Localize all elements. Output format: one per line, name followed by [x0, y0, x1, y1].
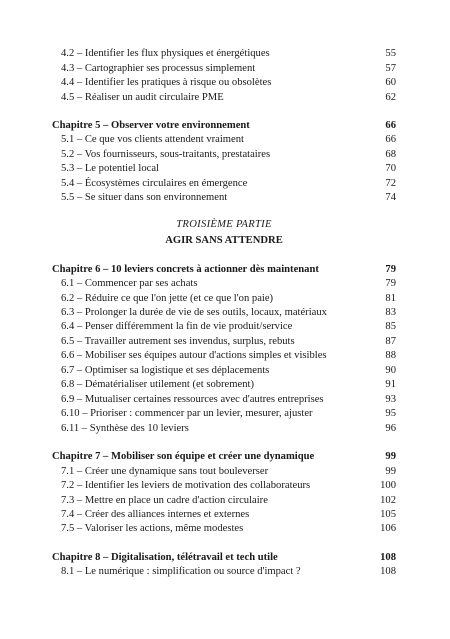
toc-entry — [52, 565, 396, 579]
entry-page: 87 — [385, 335, 396, 347]
toc-entry — [52, 393, 396, 407]
toc-entry — [52, 76, 396, 90]
entry-label: 6.11 – Synthèse des 10 leviers — [61, 422, 189, 434]
entry-page: 93 — [385, 393, 396, 405]
toc-entry — [52, 148, 396, 162]
toc-entry — [52, 162, 396, 176]
toc-entry — [52, 191, 396, 205]
toc-entry — [52, 47, 396, 61]
entry-label: 5.5 – Se situer dans son environnement — [61, 191, 228, 203]
toc-entry — [52, 62, 396, 76]
toc-entry — [52, 407, 396, 421]
toc-chapter — [52, 263, 396, 277]
entry-label: 6.9 – Mutualiser certaines ressources avec d'autres entreprises — [61, 393, 324, 405]
toc-entry — [52, 292, 396, 306]
toc-entry — [52, 133, 396, 147]
entry-page: 74 — [385, 191, 396, 203]
entry-page: 83 — [385, 306, 396, 318]
chapter-page: 66 — [385, 119, 396, 131]
entry-label: 6.6 – Mobiliser ses équipes autour d'actions simples et visibles — [61, 349, 327, 361]
entry-page: 72 — [385, 177, 396, 189]
entry-page: 96 — [385, 422, 396, 434]
entry-page: 68 — [385, 148, 396, 160]
toc-entry — [52, 306, 396, 320]
toc-entry — [52, 349, 396, 363]
toc-entry — [52, 479, 396, 493]
entry-page: 57 — [385, 62, 396, 74]
entry-page: 81 — [385, 292, 396, 304]
entry-label: 6.10 – Prioriser : commencer par un levier, mesurer, ajuster — [61, 407, 313, 419]
entry-label: 7.3 – Mettre en place un cadre d'action circulaire — [61, 494, 268, 506]
toc-entry — [52, 378, 396, 392]
entry-label: 4.2 – Identifier les flux physiques et énergétiques — [61, 47, 270, 59]
toc-entry — [52, 91, 396, 105]
chapter-label: Chapitre 8 – Digitalisation, télétravail et tech utile — [52, 551, 278, 563]
entry-page: 55 — [385, 47, 396, 59]
toc-entry — [52, 422, 396, 436]
entry-page: 106 — [380, 522, 396, 534]
entry-page: 85 — [385, 320, 396, 332]
entry-label: 5.1 – Ce que vos clients attendent vraiment — [61, 133, 244, 145]
entry-page: 91 — [385, 378, 396, 390]
entry-page: 99 — [385, 465, 396, 477]
entry-label: 8.1 – Le numérique : simplification ou source d'impact ? — [61, 565, 301, 577]
entry-page: 88 — [385, 349, 396, 361]
entry-page: 62 — [385, 91, 396, 103]
entry-label: 5.4 – Écosystèmes circulaires en émergence — [61, 177, 248, 189]
toc-entry — [52, 494, 396, 508]
entry-page: 90 — [385, 364, 396, 376]
entry-label: 5.2 – Vos fournisseurs, sous-traitants, prestataires — [61, 148, 271, 160]
chapter-label: Chapitre 7 – Mobiliser son équipe et créer une dynamique — [52, 450, 315, 462]
toc-entry — [52, 522, 396, 536]
part-title: AGIR SANS ATTENDRE — [165, 235, 283, 246]
entry-label: 6.1 – Commencer par ses achats — [61, 277, 198, 289]
chapter-label: Chapitre 6 – 10 leviers concrets à actionner dès maintenant — [52, 263, 319, 275]
entry-page: 79 — [385, 277, 396, 289]
toc-entry — [52, 364, 396, 378]
entry-label: 5.3 – Le potentiel local — [61, 162, 159, 174]
entry-page: 100 — [380, 479, 396, 491]
toc-entry — [52, 177, 396, 191]
chapter-label: Chapitre 5 – Observer votre environnement — [52, 119, 250, 131]
chapter-page: 79 — [385, 263, 396, 275]
chapter-page: 99 — [385, 450, 396, 462]
entry-label: 7.1 – Créer une dynamique sans tout bouleverser — [61, 465, 269, 477]
part-label: TROISIÈME PARTIE — [176, 219, 272, 230]
toc-entry — [52, 465, 396, 479]
toc-entry — [52, 320, 396, 334]
toc-chapter — [52, 119, 396, 133]
entry-label: 4.3 – Cartographier ses processus simplement — [61, 62, 256, 74]
toc-entry — [52, 508, 396, 522]
toc-entry — [52, 277, 396, 291]
entry-label: 6.7 – Optimiser sa logistique et ses déplacements — [61, 364, 270, 376]
entry-page: 102 — [380, 494, 396, 506]
entry-page: 70 — [385, 162, 396, 174]
entry-label: 6.2 – Réduire ce que l'on jette (et ce que l'on paie) — [61, 292, 274, 304]
toc-entry — [52, 335, 396, 349]
entry-page: 66 — [385, 133, 396, 145]
chapter-page: 108 — [380, 551, 396, 563]
entry-page: 95 — [385, 407, 396, 419]
entry-label: 4.4 – Identifier les pratiques à risque ou obsolètes — [61, 76, 272, 88]
entry-label: 7.5 – Valoriser les actions, même modestes — [61, 522, 244, 534]
entry-label: 6.5 – Travailler autrement ses invendus, surplus, rebuts — [61, 335, 295, 347]
entry-label: 6.8 – Dématérialiser utilement (et sobrement) — [61, 378, 254, 390]
toc-chapter — [52, 450, 396, 464]
entry-label: 7.2 – Identifier les leviers de motivation des collaborateurs — [61, 479, 311, 491]
entry-label: 4.5 – Réaliser un audit circulaire PME — [61, 91, 224, 103]
entry-label: 7.4 – Créer des alliances internes et externes — [61, 508, 250, 520]
entry-page: 105 — [380, 508, 396, 520]
toc-chapter — [52, 551, 396, 565]
entry-page: 60 — [385, 76, 396, 88]
entry-label: 6.3 – Prolonger la durée de vie de ses outils, locaux, matériaux — [61, 306, 327, 318]
entry-label: 6.4 – Penser différemment la fin de vie produit/service — [61, 320, 293, 332]
entry-page: 108 — [380, 565, 396, 577]
